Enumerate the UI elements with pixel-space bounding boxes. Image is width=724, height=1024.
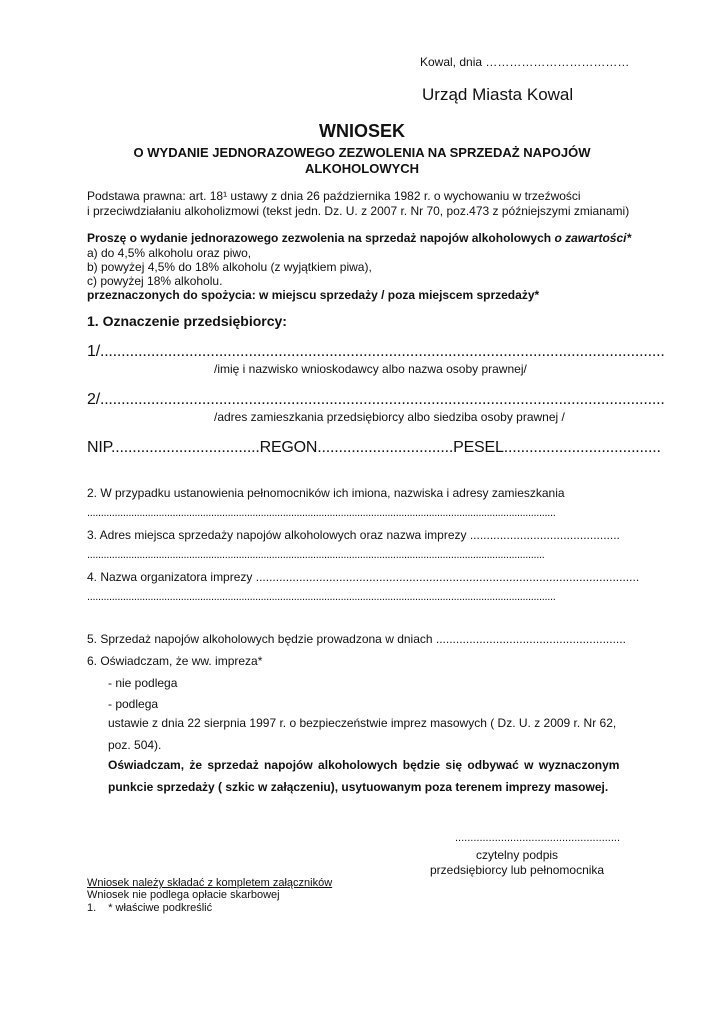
section1-title: 1. Oznaczenie przedsiębiorcy: <box>87 313 287 329</box>
declaration-line1: Oświadczam, że sprzedaż napojów alkoholowych będzie się odbywać w wyznaczonym <box>108 758 620 772</box>
place-date: Kowal, dnia ……………………………… <box>420 55 630 69</box>
request-italic: o zawartości* <box>554 231 632 245</box>
item-3-dots: ...................................................................................................................................................................... <box>87 549 545 561</box>
document-title: WNIOSEK <box>318 121 405 141</box>
signature-caption-line2: przedsiębiorcy lub pełnomocnika <box>430 863 605 877</box>
consumption-line: przeznaczonych do spożycia: w miejscu sprzedaży / poza miejscem sprzedaży* <box>87 288 540 302</box>
legal-basis-line2: i przeciwdziałaniu alkoholizmowi (tekst jedn. Dz. U. z 2007 r. Nr 70, poz.473 z późniejszymi zmianami) <box>87 204 630 218</box>
item-2-dots: .......................................................................................................................................................................... <box>87 507 556 519</box>
item-6-law-line1: ustawie z dnia 22 sierpnia 1997 r. o bezpieczeństwie imprez masowych ( Dz. U. z 2009 r. Nr 62, <box>108 716 617 730</box>
option-b: b) powyżej 4,5% do 18% alkoholu (z wyjątkiem piwa), <box>87 260 372 274</box>
item-3-sale-address: 3. Adres miejsca sprzedaży napojów alkoholowych oraz nazwa imprezy ............................................. <box>87 528 620 542</box>
request-text: Proszę o wydanie jednorazowego zezwolenia na sprzedaż napojów alkoholowych <box>87 231 555 245</box>
request-line <box>87 231 631 245</box>
item-5-sale-days: 5. Sprzedaż napojów alkoholowych będzie prowadzona w dniach ......................................................... <box>87 632 626 646</box>
note-fee: Wniosek nie podlega opłacie skarbowej <box>87 889 280 901</box>
footnote-text: * właściwe podkreślić <box>108 902 213 914</box>
signature-line: ...................................................... <box>455 832 621 844</box>
applicant-name-field: 1/..................................................................................................................................... <box>87 343 665 360</box>
option-a: a) do 4,5% alkoholu oraz piwo, <box>87 246 252 260</box>
footnote-number: 1. <box>87 902 97 914</box>
applicant-address-field: 2/..................................................................................................................................... <box>87 391 665 408</box>
item-4-dots: .......................................................................................................................................................................... <box>87 591 556 603</box>
item-6-option-not-subject: - nie podlega <box>108 676 178 690</box>
legal-basis-line1: Podstawa prawna: art. 18¹ ustawy z dnia 26 października 1982 r. o wychowaniu w trzeźwości <box>87 189 581 203</box>
tax-id-fields: NIP...................................REGON................................PESEL..................................... <box>87 439 661 456</box>
option-c: c) powyżej 18% alkoholu. <box>87 274 223 288</box>
item-6-law-line2: poz. 504). <box>108 738 162 752</box>
item-6-declaration: 6. Oświadczam, że ww. impreza* <box>87 654 263 668</box>
document-subtitle-line2: ALKOHOLOWYCH <box>304 161 420 176</box>
note-footnote <box>87 902 212 914</box>
signature-caption-line1: czytelny podpis <box>476 848 559 862</box>
item-6-option-subject: - podlega <box>108 697 159 711</box>
item-4-organizer: 4. Nazwa organizatora imprezy ................................................................................................................... <box>87 570 640 584</box>
item-2-proxies: 2. W przypadku ustanowienia pełnomocników ich imiona, nazwiska i adresy zamieszkania <box>87 486 565 500</box>
declaration-line2: punkcie sprzedaży ( szkic w załączeniu), usytuowanym poza terenem imprezy masowej. <box>108 780 609 794</box>
applicant-name-caption: /imię i nazwisko wnioskodawcy albo nazwa osoby prawnej/ <box>214 362 527 376</box>
note-attachments: Wniosek należy składać z kompletem załączników <box>87 877 333 889</box>
document-subtitle-line1: O WYDANIE JEDNORAZOWEGO ZEZWOLENIA NA SPRZEDAŻ NAPOJÓW <box>133 145 591 160</box>
applicant-address-caption: /adres zamieszkania przedsiębiorcy albo siedziba osoby prawnej / <box>214 410 565 424</box>
office-name: Urząd Miasta Kowal <box>422 85 574 104</box>
